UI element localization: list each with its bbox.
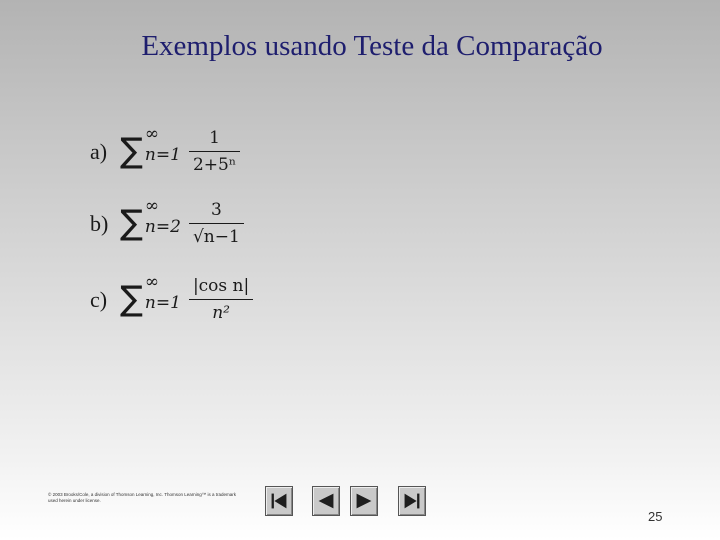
last-slide-icon <box>399 487 425 515</box>
previous-slide-icon <box>313 487 339 515</box>
example-b <box>90 195 244 247</box>
denominator: 2+5ⁿ <box>192 155 237 175</box>
lower-limit: n=1 <box>144 144 181 165</box>
example-label: c) <box>90 286 108 312</box>
next-slide-icon <box>351 487 377 515</box>
lower-limit: n=2 <box>144 216 181 237</box>
denominator: n² <box>212 303 230 323</box>
fraction <box>189 200 244 247</box>
first-slide-icon <box>266 487 292 515</box>
example-c <box>90 271 253 323</box>
next-slide-button[interactable] <box>350 486 378 516</box>
summation <box>120 271 253 323</box>
numerator: 3 <box>210 200 222 220</box>
previous-slide-button[interactable] <box>312 486 340 516</box>
denominator: √n−1 <box>192 227 240 247</box>
numerator: 1 <box>209 128 220 148</box>
upper-limit: ∞ <box>144 123 160 144</box>
fraction <box>189 276 253 323</box>
sum-limits <box>144 123 181 165</box>
page-number: 25 <box>648 509 663 524</box>
first-slide-button[interactable] <box>265 486 293 516</box>
sum-limits <box>144 195 181 237</box>
numerator: |cos n| <box>192 276 250 296</box>
sigma-symbol: ∑ <box>120 130 143 171</box>
summation <box>120 195 244 247</box>
lower-limit: n=1 <box>144 292 181 313</box>
example-label: a) <box>90 138 108 164</box>
slide-title: Exemplos usando Teste da Comparação <box>141 30 603 62</box>
sigma-symbol: ∑ <box>120 278 143 319</box>
copyright-notice: © 2003 Brooks/Cole, a division of Thomson Learning, Inc. Thomson Learning™ is a trademark used herein under license. <box>48 492 236 503</box>
last-slide-button[interactable] <box>398 486 426 516</box>
fraction <box>189 128 240 175</box>
summation <box>120 123 240 175</box>
upper-limit: ∞ <box>144 271 160 292</box>
example-label: b) <box>90 210 109 236</box>
upper-limit: ∞ <box>144 195 160 216</box>
sum-limits <box>144 271 181 313</box>
example-a <box>90 123 240 175</box>
sigma-symbol: ∑ <box>120 202 143 243</box>
